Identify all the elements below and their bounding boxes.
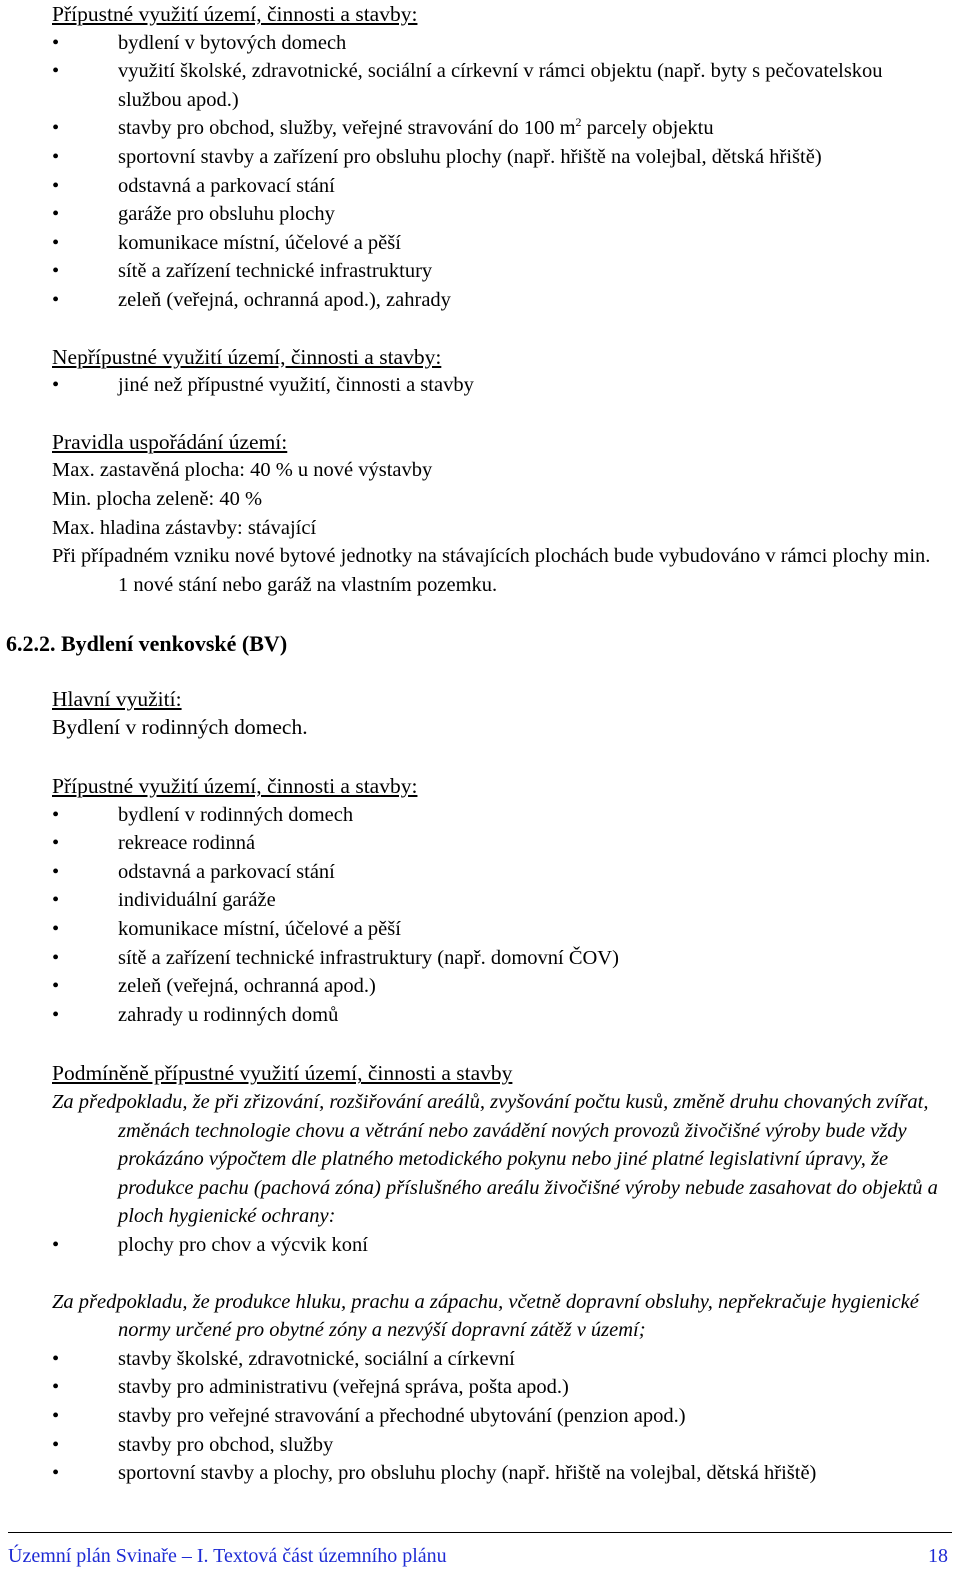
page-number: 18 xyxy=(928,1545,948,1567)
list-item: • stavby pro veřejné stravování a přechodné ubytování (penzion apod.) xyxy=(52,1404,686,1427)
heading-conditional-use: Podmíněně přípustné využití území, činnosti a stavby xyxy=(52,1061,513,1086)
list-item: • jiné než přípustné využití, činnosti a stavby xyxy=(52,374,474,397)
heading-prohibited-use: Nepřípustné využití území, činnosti a stavby: xyxy=(52,344,442,369)
list-item: • využití školské, zdravotnické, sociální a církevní v rámci objektu (např. byty s pečovatelskou službou apod.) xyxy=(52,60,883,111)
heading-layout-rules: Pravidla uspořádání území: xyxy=(52,429,288,454)
list-item: • komunikace místní, účelové a pěší xyxy=(52,231,401,254)
list-item: • stavby pro administrativu (veřejná správa, pošta apod.) xyxy=(52,1376,569,1399)
list-item: • plochy pro chov a výcvik koní xyxy=(52,1233,368,1256)
rule-line: Max. hladina zástavby: stávající xyxy=(52,516,317,539)
permitted-use-bv-list xyxy=(52,801,942,1030)
conditional-list-1 xyxy=(52,1231,942,1260)
list-item: • garáže pro obsluhu plochy xyxy=(52,203,335,226)
rule-line: Min. plocha zeleně: 40 % xyxy=(52,487,263,510)
heading-permitted-use-bv: Přípustné využití území, činnosti a stavby: xyxy=(52,774,418,799)
list-item: • sítě a zařízení technické infrastruktury xyxy=(52,260,433,283)
condition-text: Za předpokladu, že produkce hluku, prachu a zápachu, včetně dopravní obsluhy, nepřekračuje hygienické normy určené pro obytné zóny a nezvýší dopravní zátěž v území; xyxy=(52,1290,919,1342)
section-title: 6.2.2. Bydlení venkovské (BV) xyxy=(6,631,288,657)
heading-main-use: Hlavní využití: xyxy=(52,686,182,711)
conditional-list-2 xyxy=(52,1345,942,1488)
list-item: • stavby pro obchod, služby, veřejné stravování do 100 $m^2$ parcely objektu xyxy=(52,115,714,140)
list-item: • rekreace rodinná xyxy=(52,832,256,855)
list-item: • odstavná a parkovací stání xyxy=(52,860,335,883)
list-item: • komunikace místní, účelové a pěší xyxy=(52,918,401,941)
page-content xyxy=(6,0,942,1488)
footer-title: Územní plán Svinaře – I. Textová část územního plánu xyxy=(8,1545,447,1567)
main-use-text: Bydlení v rodinných domech. xyxy=(52,715,308,740)
list-item: • odstavná a parkovací stání xyxy=(52,174,335,197)
rule-line: Max. zastavěná plocha: 40 % u nové výstavby xyxy=(52,459,433,482)
list-item: • stavby školské, zdravotnické, sociální a církevní xyxy=(52,1347,515,1370)
list-item: • zeleň (veřejná, ochranná apod.) xyxy=(52,975,376,998)
condition-text: Za předpokladu, že při zřizování, rozšiřování areálů, zvyšování počtu kusů, změně druhu chovaných zvířat, změnách technologie chovu a větrání nebo zavádění nových provozů živočišné výroby bude vždy prokázáno výpočtem dle platného metodického pokynu nebo jiné platné legislativní úpravy, že produkce pachu (pachová zóna) příslušného areálu živočišné výroby nebude zasahovat do objektů a ploch hygienické ochrany: xyxy=(52,1091,938,1228)
list-item: • zeleň (veřejná, ochranná apod.), zahrady xyxy=(52,288,451,311)
list-item: • sítě a zařízení technické infrastruktury (např. domovní ČOV) xyxy=(52,946,619,969)
heading-permitted-use: Přípustné využití území, činnosti a stavby: xyxy=(52,2,418,26)
rule-line: Při případném vzniku nové bytové jednotky na stávajících plochách bude vybudováno v rámci plochy min. 1 nové stání nebo garáž na vlastním pozemku. xyxy=(52,545,931,596)
list-item: • bydlení v rodinných domech xyxy=(52,803,354,826)
list-item: • sportovní stavby a plochy, pro obsluhu plochy (např. hřiště na volejbal, dětská hřiště) xyxy=(52,1462,817,1485)
list-item: • individuální garáže xyxy=(52,889,276,912)
page-footer xyxy=(8,1532,952,1567)
list-item: • zahrady u rodinných domů xyxy=(52,1003,339,1026)
prohibited-use-list xyxy=(52,371,942,400)
list-item: • bydlení v bytových domech xyxy=(52,31,347,54)
list-item: • sportovní stavby a zařízení pro obsluhu plochy (např. hřiště na volejbal, dětská hřiště) xyxy=(52,145,822,168)
list-item: • stavby pro obchod, služby xyxy=(52,1433,334,1456)
permitted-use-list xyxy=(52,29,942,315)
